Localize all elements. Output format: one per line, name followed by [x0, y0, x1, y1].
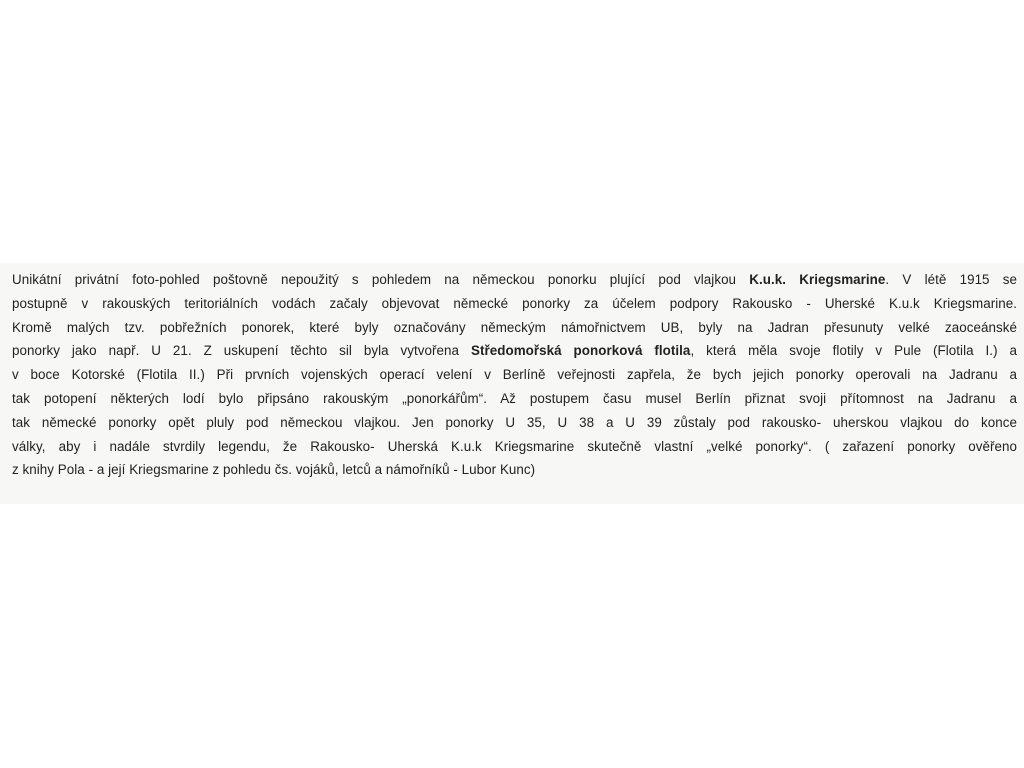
text-segment: Unikátní privátní foto-pohled poštovně nepoužitý s pohledem na německou ponorku plující pod vlajkou: [12, 272, 750, 287]
bold-term-flotilla: Středomořská ponorková flotila: [470, 343, 691, 359]
text-line-6: tak potopení některých lodí bylo připsáno rakouským „ponorkářům“. Až postupem času musel Berlín přiznat svoji přítomnost na Jadranu a: [12, 390, 1017, 406]
text-segment: . V létě 1915 se: [885, 272, 1018, 287]
text-line-9: z knihy Pola - a její Kriegsmarine z pohledu čs. vojáků, letců a námořníků - Lubor Kunc): [12, 462, 536, 478]
text-segment: , která měla svoje flotily v Pule (Flotila I.) a: [690, 343, 1017, 359]
text-line-8: války, aby i nadále stvrdily legendu, že Rakousko- Uherská K.u.k Kriegsmarine skutečně vlastní „velké ponorky“. ( zařazení ponorky ověřeno: [12, 438, 1017, 454]
bold-term-kuk-kriegsmarine: K.u.k. Kriegsmarine: [749, 272, 886, 287]
text-line-5: v boce Kotorské (Flotila II.) Při prvních vojenských operací velení v Berlíně veřejnosti zapřela, že bych jejich ponorky operovali na Jadranu a: [12, 367, 1017, 383]
text-line-4: [12, 339, 1017, 363]
text-segment: ponorky jako např. U 21. Z uskupení těchto sil byla vytvořena: [12, 343, 471, 359]
text-line-2: postupně v rakouských teritoriálních vodách začaly objevovat německé ponorky za účelem podpory Rakousko - Uherské K.u.k Kriegsmarine.: [12, 295, 1017, 311]
text-line-1: [12, 268, 1017, 292]
text-line-7: tak německé ponorky opět pluly pod německou vlajkou. Jen ponorky U 35, U 38 a U 39 zůstaly pod rakousko- uherskou vlajkou do konce: [12, 414, 1017, 430]
description-text-block: [12, 268, 1017, 482]
text-line-3: Kromě malých tzv. pobřežních ponorek, které byly označovány německým námořnictvem UB, byly na Jadran přesunuty velké zaoceánské: [12, 319, 1017, 335]
